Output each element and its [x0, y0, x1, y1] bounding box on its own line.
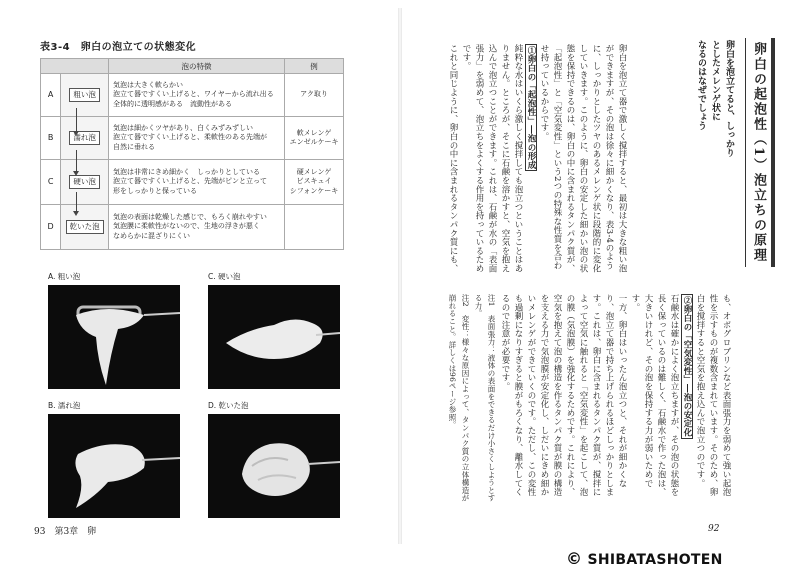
photo-label-b: B. 濡れ泡: [48, 401, 81, 410]
table-row: D 乾いた泡 気泡の表面は乾燥した感じで、もろく崩れやすい 気泡膜に柔軟性がないので、生地の浮きが悪く なめらかに混ざりにくい: [41, 205, 344, 250]
whisk-foam-image: [208, 414, 340, 518]
table-row: A 粗い泡 気泡は大きく軟らかい 泡立て器ですくい上げると、ワイヤーから流れ出る 全体的に透明感がある 流動性がある アク取り: [41, 74, 344, 117]
whisk-foam-image: [48, 414, 180, 518]
progress-arrow: [76, 108, 77, 132]
paragraph: これと同じように、卵白の中に含まれるタンパク質にも、: [448, 44, 458, 273]
arrow-head-icon: [73, 171, 79, 176]
paragraph: 一方、卵白はいったん泡立つと、それが細かくなり、泡立て器で持ち上げられるほどしっかりとします。これは、卵白に含まれるタンパク質が、撹拌によって空気に触れると「空気変性」を起こして、泡の膜（気泡膜）を強化するためです。これにより、空気を抱えて泡の構造を作るタンパク質が膜の構造を支える力で気泡膜が安定化し、しだいにきめ細かいメレンゲができていくのです。ただし、この変性も過剰になりすぎると膜がもろくなり、離水してくるので注意が必要です。: [500, 294, 627, 497]
page-footer-left: 93 第3章 卵: [34, 527, 97, 537]
section-subtitle: 卵白を泡立てると、しっかりとしたメレンゲ状に なるのはなぜでしょう: [696, 40, 734, 157]
arrow-head-icon: [73, 211, 79, 216]
state-name: 硬い泡: [69, 175, 100, 189]
photo-stiff-foam: [208, 285, 340, 389]
progress-arrow: [76, 192, 77, 212]
photo-label-a: A. 粗い泡: [48, 272, 81, 281]
book-gutter: [398, 8, 402, 544]
body-text-upper: [446, 44, 628, 274]
publisher-name: SHIBATASHOTEN: [587, 552, 723, 568]
paragraph: 純粋な水はいくら激しく撹拌しても泡立つということはありません。ところが、そこに石鹸を溶かすと、空気を抱え込んで泡立つことができます。これは、石鹸が水の「表面張力」を弱めて、泡立ちをよくする作用を持っているためです。: [461, 44, 523, 273]
state-name: 濡れ泡: [69, 131, 100, 145]
photo-wet-foam: [48, 414, 180, 518]
page-number-right: 92: [708, 524, 720, 534]
table-header-feature: 泡の特徴: [108, 59, 284, 74]
paragraph: 石鹸水は確かによく泡立ちますが、その泡の状態を長く保っているのは難しく、石鹸水で作った泡は、大きいけれど、その泡を保持する力が弱いためです。: [630, 294, 679, 497]
table-row: B 濡れ泡 気泡は細かくツヤがあり、白くみずみずしい 泡立て器ですくい上げると、柔軟性のある先端が 自然に垂れる 軟メレンゲ エンゼルケーキ: [41, 117, 344, 160]
photo-label-d: D. 乾いた泡: [208, 401, 249, 410]
whisk-foam-image: [48, 285, 180, 389]
state-name: 粗い泡: [69, 88, 100, 102]
table-header-example: 例: [285, 59, 344, 74]
footnote: 注1 表面張力：液体の表面をできるだけ小さくしようとする力。: [474, 294, 496, 502]
whisk-foam-image: [208, 285, 340, 389]
paragraph: も、オボグロブリンなど表面張力を弱めて強い起泡性を示すものが複数含まれています。そのため、卵白を撹拌すると空気を抱え込んで泡立つのです。: [695, 294, 731, 497]
table-caption: 表3-4 卵白の泡立ての状態変化: [40, 42, 197, 53]
photo-label-c: C. 硬い泡: [208, 272, 241, 281]
copyright-icon: ©: [566, 549, 583, 568]
copyright-watermark: [566, 549, 723, 568]
photo-dry-foam: [208, 414, 340, 518]
paragraph: 卵白を泡立て器で激しく撹拌すると、最初は大きな粗い泡ができますが、その泡は徐々に細かくなり、表3-4のように、しっかりとしたツヤのあるメレンゲ状に段階的に変化していきます。このように、卵白の安定した細かい泡の状態を保持できるのは、卵白の中に含まれるタンパク質が、「起泡性」と「空気変性」という2つの特殊な性質を合わせ持っているからです。: [539, 44, 627, 273]
subsection-heading: ②卵白の「空気変性」―泡の安定化: [682, 296, 692, 437]
arrow-head-icon: [73, 131, 79, 136]
table-row: C 硬い泡 気泡は非常にきめ細かく しっかりとしている 泡立て器ですくい上げると、先端がピンと立って 形をしっかりと保っている 硬メレンゲ ビスキュイ シフォンケーキ: [41, 160, 344, 205]
state-name: 乾いた泡: [66, 220, 104, 234]
section-title: 卵白の起泡性（1）泡立ちの原理: [745, 38, 775, 267]
footnote: 注2 変性：様々な原因によって、タンパク質の立体構造が崩れること。詳しくは96ページ参照。: [448, 294, 470, 502]
foam-state-table: [40, 58, 344, 250]
body-text-lower: [446, 294, 732, 504]
subsection-heading: ①卵白の「起泡性」―泡の形成: [526, 46, 536, 170]
photo-coarse-foam: [48, 285, 180, 389]
progress-arrow: [76, 150, 77, 172]
